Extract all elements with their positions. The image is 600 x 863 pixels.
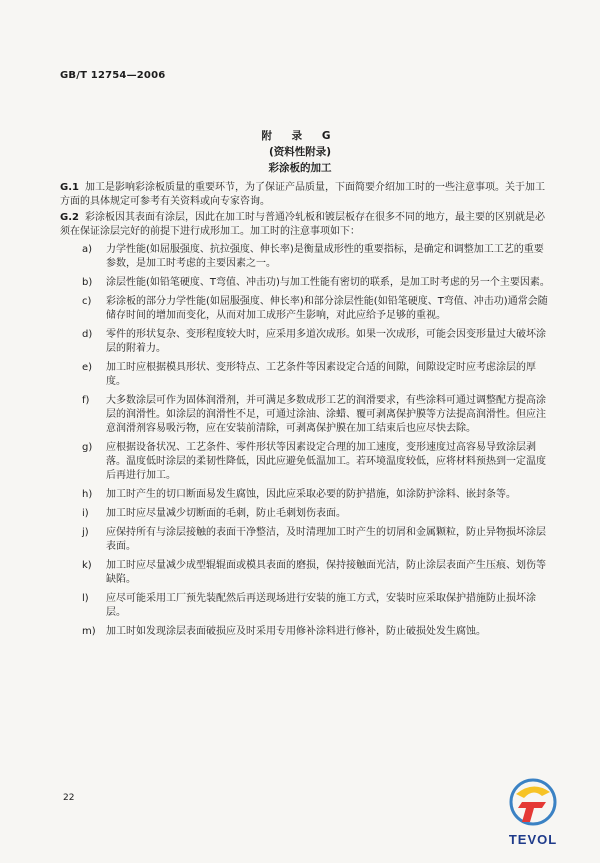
logo-mark-icon <box>502 772 564 832</box>
list-item-text: 加工时产生的切口断面易发生腐蚀，因此应采取必要的防护措施，如涂防护涂料、嵌封条等。 <box>106 489 516 500</box>
list-item-text: 涂层性能(如铅笔硬度、T弯值、冲击功)与加工性能有密切的联系，是加工时考虑的另一个主要因素。 <box>106 277 550 288</box>
list-item-text: 加工时应尽量减少成型辊辊面或模具表面的磨损，保持接触面光洁，防止涂层表面产生压痕、划伤等缺陷。 <box>106 560 546 585</box>
list-item <box>60 243 550 271</box>
list-marker: j) <box>82 527 89 538</box>
list-marker: g) <box>82 442 93 453</box>
document-body <box>60 181 550 644</box>
list-marker: m) <box>82 626 96 637</box>
precautions-list <box>60 243 550 639</box>
list-item-text: 加工时应根据模具形状、变形特点、工艺条件等因素设定合适的间隙，间隙设定时应考虑涂层的厚度。 <box>106 362 536 387</box>
list-marker: k) <box>82 560 92 571</box>
tevol-logo <box>502 772 564 848</box>
list-marker: b) <box>82 277 93 288</box>
list-item-text: 加工时如发现涂层表面破损应及时采用专用修补涂料进行修补，防止破损处发生腐蚀。 <box>106 626 486 637</box>
list-item <box>60 328 550 356</box>
list-item-text: 加工时应尽量减少切断面的毛刺，防止毛刺划伤表面。 <box>106 508 346 519</box>
paragraph-text: 加工是影响彩涂板质量的重要环节，为了保证产品质量，下面简要介绍加工时的一些注意事项。关于加工方面的具体规定可参考有关资料或向专家咨询。 <box>60 182 545 207</box>
list-item <box>60 488 550 502</box>
list-item-text: 大多数涂层可作为固体润滑剂，并可满足多数成形工艺的润滑要求，有些涂料可通过调整配方提高涂层的润滑性。如涂层的润滑性不足，可通过涂油、涂蜡、覆可剥离保护膜等方法提高润滑性。但应注意润滑剂容易吸污物，应在安装前清除，可剥离保护膜在加工结束后也应尽快去除。 <box>106 395 546 434</box>
list-item <box>60 295 550 323</box>
list-item-text: 应尽可能采用工厂预先装配然后再送现场进行安装的施工方式，安装时应采取保护措施防止损坏涂层。 <box>106 593 536 618</box>
page-number: 22 <box>63 793 75 803</box>
list-item <box>60 526 550 554</box>
list-item <box>60 625 550 639</box>
list-item <box>60 507 550 521</box>
list-marker: l) <box>82 593 89 604</box>
list-marker: a) <box>82 244 93 255</box>
paragraph-g2 <box>60 211 550 239</box>
appendix-heading <box>0 128 600 176</box>
appendix-title: 附 录 G <box>261 130 339 142</box>
list-marker: c) <box>82 296 92 307</box>
list-item <box>60 361 550 389</box>
list-item-text: 零件的形状复杂、变形程度较大时，应采用多道次成形。如果一次成形，可能会因变形量过大破坏涂层的附着力。 <box>106 329 546 354</box>
paragraph-g1 <box>60 181 550 209</box>
list-item <box>60 559 550 587</box>
list-item-text: 应根据设备状况、工艺条件、零件形状等因素设定合理的加工速度，变形速度过高容易导致涂层剥落。温度低时涂层的柔韧性降低，因此应避免低温加工。若环境温度较低，应将材料预热到一定温度后再进行加工。 <box>106 442 546 481</box>
standard-code: GB/T 12754—2006 <box>60 70 166 81</box>
list-marker: f) <box>82 395 90 406</box>
logo-text: TEVOL <box>508 832 558 847</box>
list-marker: h) <box>82 489 93 500</box>
clause-number: G.1 <box>60 182 79 193</box>
list-item-text: 力学性能(如屈服强度、抗拉强度、伸长率)是衡量成形性的重要指标，是确定和调整加工工艺的重要参数，是加工时考虑的主要因素之一。 <box>106 244 544 269</box>
list-item-text: 彩涂板的部分力学性能(如屈服强度、伸长率)和部分涂层性能(如铅笔硬度、T弯值、冲击功)通常会随储存时间的增加而变化，从而对加工成形产生影响，对此应给予足够的重视。 <box>106 296 548 321</box>
list-marker: d) <box>82 329 93 340</box>
list-item <box>60 441 550 483</box>
paragraph-text: 彩涂板因其表面有涂层，因此在加工时与普通冷轧板和镀层板存在很多不同的地方，最主要的区别就是必须在保证涂层完好的前提下进行成形加工。加工时的注意事项如下： <box>60 212 545 237</box>
list-item-text: 应保持所有与涂层接触的表面干净整洁，及时清理加工时产生的切屑和金属颗粒，防止异物损坏涂层表面。 <box>106 527 546 552</box>
list-item <box>60 276 550 290</box>
clause-number: G.2 <box>60 212 79 223</box>
list-item <box>60 592 550 620</box>
appendix-type: (资料性附录) <box>268 146 332 158</box>
list-marker: e) <box>82 362 93 373</box>
list-item <box>60 394 550 436</box>
appendix-subtitle: 彩涂板的加工 <box>268 162 332 174</box>
list-marker: i) <box>82 508 89 519</box>
